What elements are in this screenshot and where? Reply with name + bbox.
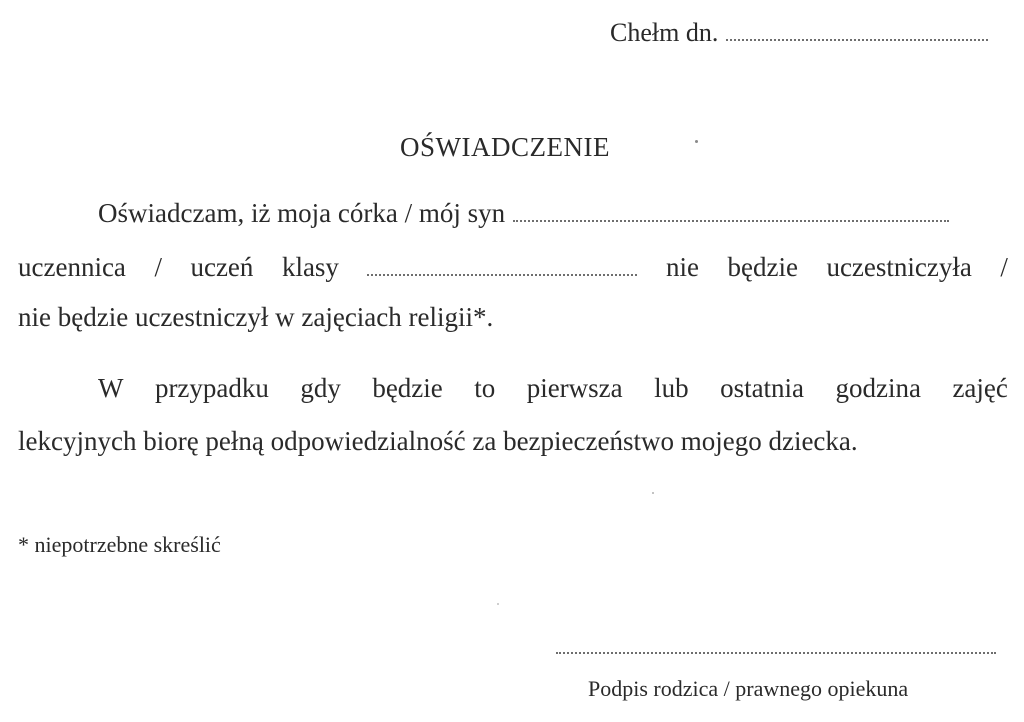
word: będzie xyxy=(372,373,443,403)
scan-speck xyxy=(695,140,698,143)
child-label: Oświadczam, iż moja córka / mój syn xyxy=(98,198,506,228)
body-line-2 xyxy=(18,252,1008,283)
class-blank[interactable] xyxy=(367,274,637,276)
date-label: Chełm dn. xyxy=(610,18,719,47)
footnote: * niepotrzebne skreślić xyxy=(18,532,221,557)
word: gdy xyxy=(300,373,341,403)
word: / xyxy=(154,252,162,282)
body-line-4 xyxy=(98,373,1008,404)
word: / xyxy=(1000,252,1008,282)
word: to xyxy=(474,373,496,403)
body-line-3: nie będzie uczestniczył w zajęciach religii*. xyxy=(18,302,494,332)
word: ostatnia xyxy=(720,373,805,403)
word: godzina xyxy=(835,373,921,403)
word: W xyxy=(98,373,124,403)
word: uczennica xyxy=(18,252,126,282)
document-title: OŚWIADCZENIE xyxy=(400,132,610,162)
signature-label: Podpis rodzica / prawnego opiekuna xyxy=(588,676,909,701)
word: uczeń xyxy=(190,252,254,282)
word: przypadku xyxy=(154,373,269,403)
word: zajęć xyxy=(952,373,1008,403)
word: będzie xyxy=(727,252,798,282)
word: nie xyxy=(665,252,699,282)
word: lub xyxy=(654,373,689,403)
child-name-blank[interactable] xyxy=(513,220,949,222)
scan-speck xyxy=(497,603,499,605)
word: klasy xyxy=(281,252,339,282)
signature-blank[interactable] xyxy=(556,652,996,654)
date-blank[interactable] xyxy=(726,39,988,41)
body-line-5: lekcyjnych biorę pełną odpowiedzialność za bezpieczeństwo mojego dziecka. xyxy=(18,426,858,456)
scan-speck xyxy=(652,492,654,494)
word: pierwsza xyxy=(526,373,623,403)
date-line xyxy=(610,18,988,48)
word: uczestniczyła xyxy=(826,252,972,282)
body-line-1 xyxy=(98,198,949,229)
